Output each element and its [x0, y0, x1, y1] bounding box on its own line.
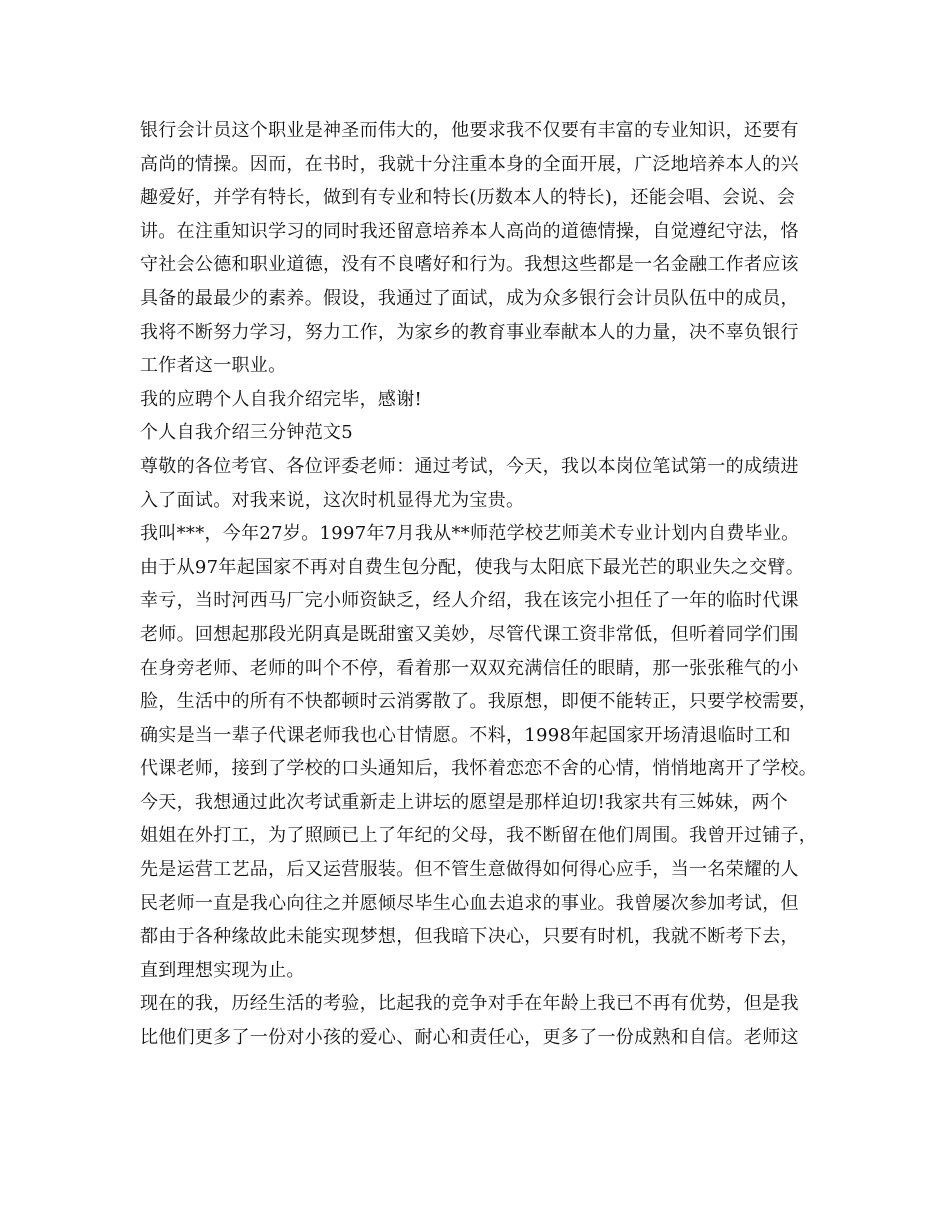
text-line: 趣爱好，并学有特长，做到有专业和特长(历数本人的特长)，还能会唱、会说、会 [140, 187, 796, 209]
text-line: 幸亏，当时河西马厂完小师资缺乏，经人介绍，我在该完小担任了一年的临时代课 [140, 590, 799, 612]
text-line: 民老师一直是我心向往之并愿倾尽毕生心血去追求的事业。我曾屡次参加考试，但 [140, 892, 799, 914]
document-body [140, 114, 830, 1055]
text-line: 银行会计员这个职业是神圣而伟大的，他要求我不仅要有丰富的专业知识，还要有 [140, 120, 799, 141]
text-line: 在身旁老师、老师的叫个不停，看着那一双双充满信任的眼睛，那一张张稚气的小 [140, 657, 799, 679]
text-line: 讲。在注重知识学习的同时我还留意培养本人高尚的道德情操，自觉遵纪守法，恪 [140, 220, 799, 242]
text-line: 比他们更多了一份对小孩的爱心、耐心和责任心，更多了一份成熟和自信。老师这 [140, 1027, 799, 1049]
text-line: 我将不断努力学习，努力工作，为家乡的教育事业奉献本人的力量，决不辜负银行 [140, 321, 799, 343]
text-line: 现在的我，历经生活的考验，比起我的竞争对手在年龄上我已不再有优势，但是我 [140, 993, 799, 1015]
text-line: 先是运营工艺品，后又运营服装。但不管生意做得如何得心应手，当一名荣耀的人 [140, 859, 799, 881]
text-line: 入了面试。对我来说，这次时机显得尤为宝贵。 [140, 489, 525, 511]
text-line: 守社会公德和职业道德，没有不良嗜好和行为。我想这些都是一名金融工作者应该 [140, 254, 799, 276]
text-line: 姐姐在外打工，为了照顾已上了年纪的父母，我不断留在他们周围。我曾开过铺子， [140, 825, 818, 847]
text-line: 尊敬的各位考官、各位评委老师：通过考试，今天，我以本岗位笔试第一的成绩进 [140, 455, 799, 477]
text-line: 工作者这一职业。 [140, 355, 287, 377]
text-line: 高尚的情操。因而，在书时，我就十分注重本身的全面开展，广泛地培养本人的兴 [140, 153, 799, 175]
text-line: 确实是当一辈子代课老师我也心甘情愿。不料，1998年起国家开场清退临时工和 [140, 724, 791, 746]
text-line: 直到理想实现为止。 [140, 959, 305, 981]
text-line: 由于从97年起国家不再对自费生包分配，使我与太阳底下最光芒的职业失之交臂。 [140, 556, 805, 578]
text-line: 今天，我想通过此次考试重新走上讲坛的愿望是那样迫切!我家共有三姊妹，两个 [140, 791, 789, 813]
text-line: 代课老师，接到了学校的口头通知后，我怀着恋恋不舍的心情，悄悄地离开了学校。 [140, 758, 818, 780]
text-line: 具备的最最少的素养。假设，我通过了面试，成为众多银行会计员队伍中的成员， [140, 287, 799, 309]
text-line: 都由于各种缘故此未能实现梦想，但我暗下决心，只要有时机，我就不断考下去， [140, 926, 799, 948]
text-line: 脸，生活中的所有不快都顿时云消雾散了。我原想，即便不能转正，只要学校需要， [140, 691, 818, 713]
text-line: 我的应聘个人自我介绍完毕，感谢! [140, 388, 423, 410]
text-line: 我叫***，今年27岁。1997年7月我从**师范学校艺师美术专业计划内自费毕业。 [140, 523, 800, 545]
text-line: 老师。回想起那段光阴真是既甜蜜又美妙，尽管代课工资非常低，但听着同学们围 [140, 623, 799, 645]
section-heading: 个人自我介绍三分钟范文5 [140, 422, 354, 444]
